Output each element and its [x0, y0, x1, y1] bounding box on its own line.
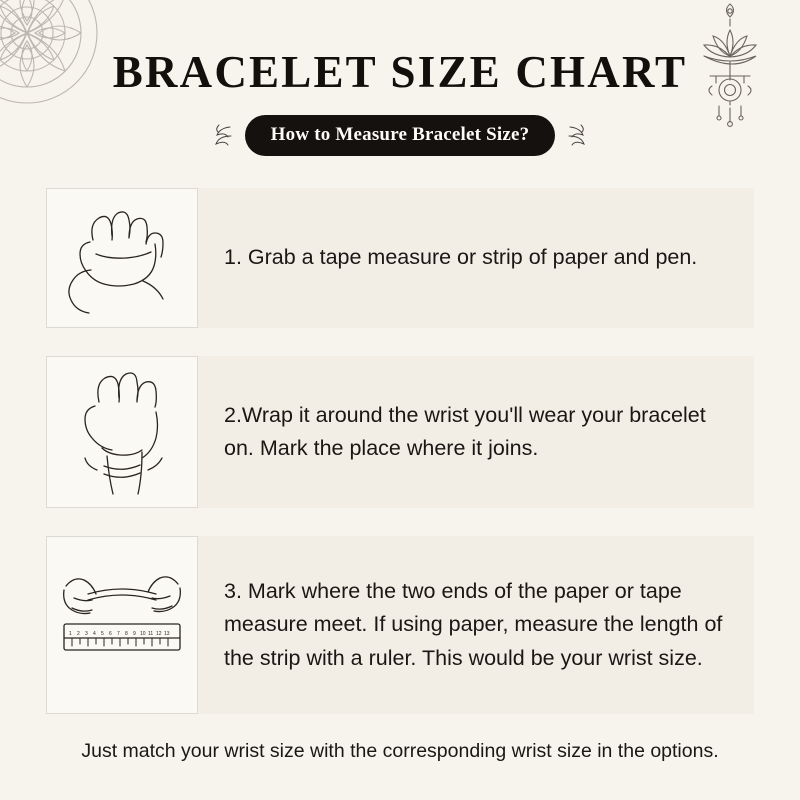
- step-text: 2.Wrap it around the wrist you'll wear your bracelet on. Mark the place where it joins.: [224, 402, 706, 460]
- document-header: [0, 0, 800, 156]
- subtitle-row: [0, 115, 800, 156]
- svg-text:4: 4: [93, 631, 96, 637]
- hand-fist-with-tape-illustration: [46, 188, 198, 328]
- svg-text:5: 5: [101, 631, 104, 637]
- svg-text:6: 6: [109, 631, 112, 637]
- subtitle-pill: How to Measure Bracelet Size?: [245, 115, 556, 156]
- svg-text:12: 12: [156, 631, 162, 637]
- svg-text:11: 11: [148, 631, 154, 637]
- footer-note: Just match your wrist size with the corresponding wrist size in the options.: [81, 740, 719, 762]
- svg-text:8: 8: [125, 631, 128, 637]
- step-text: 3. Mark where the two ends of the paper or tape measure meet. If using paper, measure the length of the strip with a ruler. This would be your wrist size.: [224, 579, 723, 670]
- hands-measuring-strip-with-ruler-illustration: [46, 536, 198, 714]
- svg-text:3: 3: [85, 631, 88, 637]
- list-item: [46, 356, 754, 508]
- list-item: [46, 536, 754, 714]
- svg-text:1: 1: [69, 631, 72, 637]
- svg-text:2: 2: [77, 631, 80, 637]
- svg-text:13: 13: [164, 631, 170, 637]
- hand-with-tape-around-wrist-illustration: [46, 356, 198, 508]
- page-title: BRACELET SIZE CHART: [112, 47, 688, 97]
- list-item: [46, 188, 754, 328]
- svg-text:7: 7: [117, 631, 120, 637]
- steps-list: [46, 188, 754, 714]
- flourish-icon: [565, 123, 591, 149]
- flourish-icon: [209, 123, 235, 149]
- svg-text:9: 9: [133, 631, 136, 637]
- step-text: 1. Grab a tape measure or strip of paper and pen.: [224, 245, 698, 270]
- svg-text:10: 10: [140, 631, 146, 637]
